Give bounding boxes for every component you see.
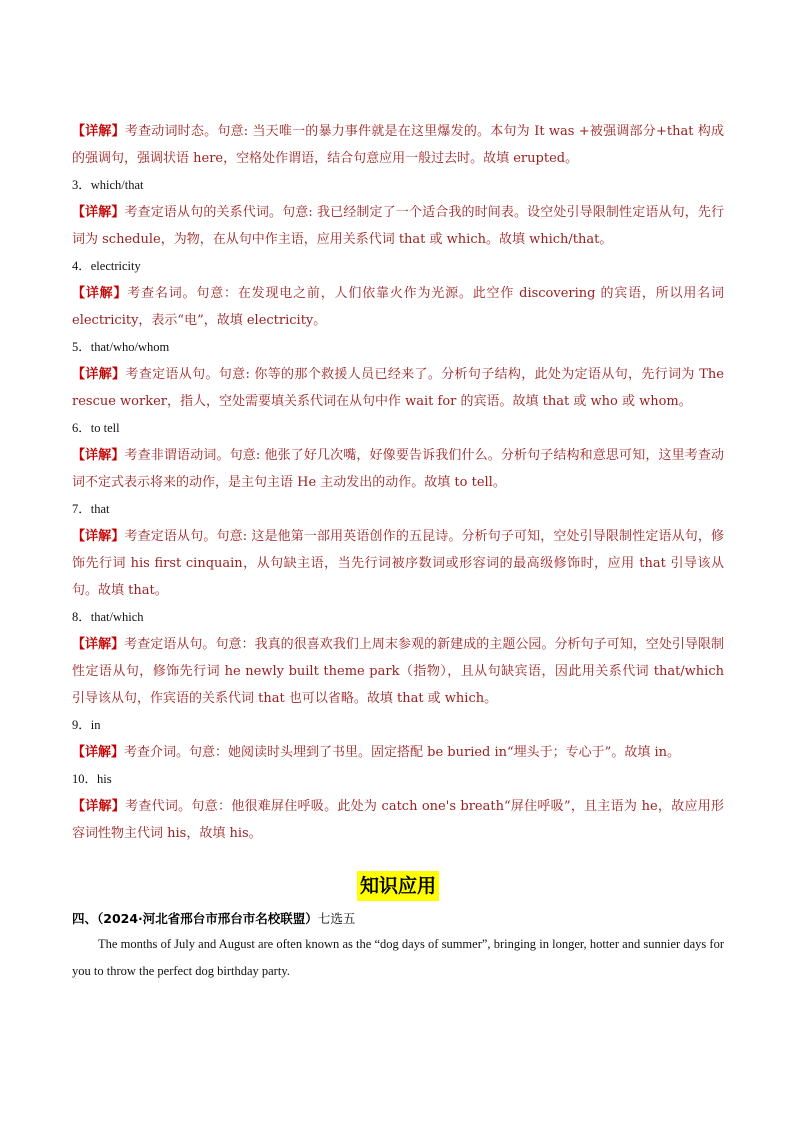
explanation-tag: 【详解】 [72,529,125,544]
answer-line: 9．in [72,718,101,732]
explanation-paragraph [72,199,724,253]
explanation-text: 考查定语从句。句意: 你等的那个救援人员已经来了。分析句子结构，此处为定语从句，先行词为 The rescue worker，指人，空处需要填关系代词在从句中作 wait for 的宾语。故填 that 或 who 或 whom。 [72,367,724,409]
explanation-text: 考查非谓语动词。句意: 他张了好几次嘴，好像要告诉我们什么。分析句子结构和意思可知，这里考查动词不定式表示将来的动作，是主句主语 He 主动发出的动作。故填 to tell。 [72,448,724,490]
question-number: 四、 [72,911,98,926]
answer-line: 4．electricity [72,259,141,273]
answer-line: 3．which/that [72,178,144,192]
explanation-tag: 【详解】 [72,745,125,760]
explanation-text: 考查定语从句的关系代词。句意: 我已经制定了一个适合我的时间表。设空处引导限制性定语从句，先行词为 schedule，为物，在从句中作主语，应用关系代词 that 或 which。故填 which/that。 [72,205,724,247]
answer-line: 7．that [72,502,110,516]
explanation-text: 考查介词。句意：她阅读时头埋到了书里。固定搭配 be buried in“埋头于；专心于”。故填 in。 [124,745,680,760]
explanation-paragraph [72,118,724,172]
explanation-tag: 【详解】 [72,637,125,652]
explanation-paragraph [72,631,724,712]
reading-passage: The months of July and August are often known as the “dog days of summer”, bringing in longer, hotter and sunnier days for you to throw the perfect dog birthday party. [72,937,724,978]
explanation-text: 考查动词时态。句意: 当天唯一的暴力事件就是在这里爆发的。本句为 It was +被强调部分+that 构成的强调句，强调状语 here，空格处作谓语，结合句意应用一般过去时。故填 erupted。 [72,124,724,166]
explanation-paragraph [72,280,724,334]
explanation-paragraph [72,793,724,847]
answer-line: 8．that/which [72,610,144,624]
answer-line: 5．that/who/whom [72,340,170,354]
explanation-tag: 【详解】 [72,799,126,814]
section-title: 知识应用 [357,871,439,901]
question-header [72,907,724,931]
explanation-tag: 【详解】 [72,286,128,301]
question-type: 七选五 [317,911,356,926]
explanation-tag: 【详解】 [72,367,126,382]
explanation-paragraph [72,739,724,766]
page-content [72,118,724,985]
explanation-text: 考查定语从句。句意：我真的很喜欢我们上周末参观的新建成的主题公园。分析句子可知，空处引导限制性定语从句，修饰先行词 he newly built theme park（指物），且从句缺宾语，因此用关系代词 that/which 引导该从句，作宾语的关系代词 that 也可以省略。故填 that 或 which。 [72,637,724,706]
section-heading [72,871,724,905]
explanation-paragraph [72,523,724,604]
explanation-tag: 【详解】 [72,124,125,139]
explanation-text: 考查名词。句意：在发现电之前，人们依靠火作为光源。此空作 discovering 的宾语，所以用名词 electricity，表示“电”，故填 electricity。 [72,286,724,328]
explanation-paragraph [72,442,724,496]
answer-line: 10．his [72,772,112,786]
explanation-paragraph [72,361,724,415]
question-source: （2024·河北省邢台市邢台市名校联盟） [97,911,318,926]
explanation-tag: 【详解】 [72,205,125,220]
answer-line: 6．to tell [72,421,120,435]
explanation-text: 考查代词。句意：他很难屏住呼吸。此处为 catch one's breath“屏住呼吸”，且主语为 he，故应用形容词性物主代词 his，故填 his。 [72,799,724,841]
explanation-text: 考查定语从句。句意: 这是他第一部用英语创作的五昆诗。分析句子可知，空处引导限制性定语从句，修饰先行词 his first cinquain，从句缺主语，当先行词被序数词或形容词的最高级修饰时，应用 that 引导该从句。故填 that。 [72,529,724,598]
explanation-tag: 【详解】 [72,448,125,463]
